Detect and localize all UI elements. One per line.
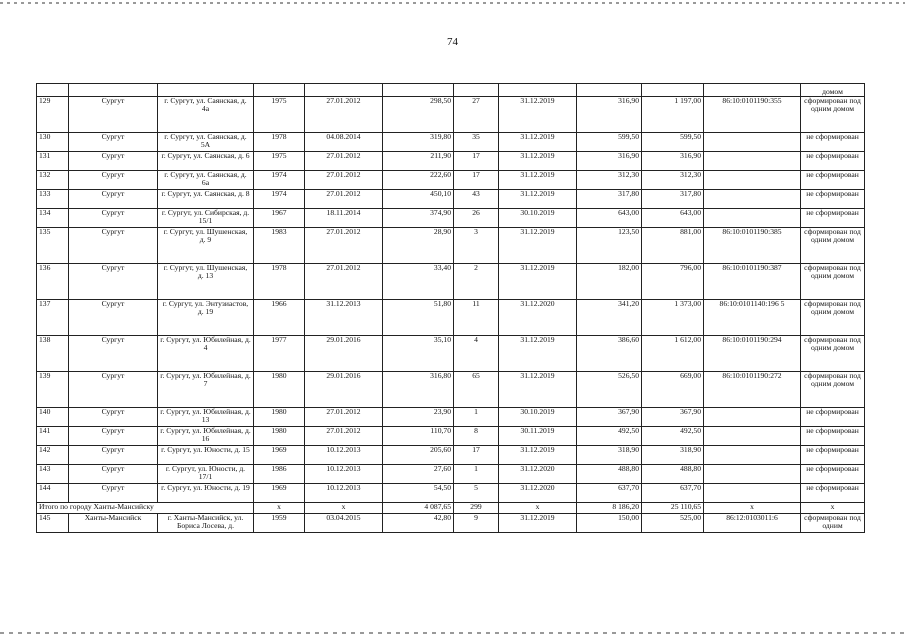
city-cell: Сургут bbox=[69, 152, 158, 171]
address-cell: г. Сургут, ул. Юности, д. 19 bbox=[158, 484, 254, 503]
date-cell: 29.01.2016 bbox=[305, 372, 383, 408]
value-cell: 150,00 bbox=[577, 514, 642, 533]
value-cell: 1 197,00 bbox=[642, 97, 704, 133]
value-cell: 637,70 bbox=[577, 484, 642, 503]
address-cell: г. Сургут, ул. Энтузиастов, д. 19 bbox=[158, 300, 254, 336]
year-cell: 1966 bbox=[254, 300, 305, 336]
value-cell: 316,90 bbox=[577, 97, 642, 133]
date-cell: 27.01.2012 bbox=[305, 408, 383, 427]
city-cell: Сургут bbox=[69, 97, 158, 133]
deadline-cell: 31.12.2019 bbox=[499, 228, 577, 264]
value-cell: 312,30 bbox=[642, 171, 704, 190]
value-cell: 1 373,00 bbox=[642, 300, 704, 336]
table-row bbox=[37, 484, 865, 503]
value-cell: 318,90 bbox=[577, 446, 642, 465]
cadastral-number-cell bbox=[704, 427, 801, 446]
date-cell: 27.01.2012 bbox=[305, 152, 383, 171]
cadastral-number-cell bbox=[704, 209, 801, 228]
year-cell: 1975 bbox=[254, 97, 305, 133]
row-number-cell: 143 bbox=[37, 465, 69, 484]
row-number-cell: 132 bbox=[37, 171, 69, 190]
value-cell: 182,00 bbox=[577, 264, 642, 300]
deadline-cell: 31.12.2019 bbox=[499, 171, 577, 190]
deadline-cell: 31.12.2019 bbox=[499, 133, 577, 152]
status-cell: не сформирован bbox=[801, 465, 865, 484]
year-cell: 1974 bbox=[254, 171, 305, 190]
total-row bbox=[37, 503, 865, 514]
date-cell: 27.01.2012 bbox=[305, 97, 383, 133]
total-cell: x bbox=[801, 503, 865, 514]
value-cell: 881,00 bbox=[642, 228, 704, 264]
count-cell: 26 bbox=[454, 209, 499, 228]
status-cell: не сформирован bbox=[801, 133, 865, 152]
value-cell: 318,90 bbox=[642, 446, 704, 465]
cadastral-number-cell: 86:10:0101190:272 bbox=[704, 372, 801, 408]
total-cell: 299 bbox=[454, 503, 499, 514]
status-cell: сформирован под одним домом bbox=[801, 228, 865, 264]
deadline-cell: 30.11.2019 bbox=[499, 427, 577, 446]
date-cell: 31.12.2013 bbox=[305, 300, 383, 336]
row-number-cell: 131 bbox=[37, 152, 69, 171]
count-cell: 43 bbox=[454, 190, 499, 209]
status-cell: сформирован под одним домом bbox=[801, 372, 865, 408]
date-cell: 27.01.2012 bbox=[305, 228, 383, 264]
table-row bbox=[37, 372, 865, 408]
row-number-cell: 140 bbox=[37, 408, 69, 427]
address-cell: г. Сургут, ул. Сибирская, д. 15/1 bbox=[158, 209, 254, 228]
area-cell: 54,50 bbox=[383, 484, 454, 503]
deadline-cell: 31.12.2019 bbox=[499, 264, 577, 300]
cadastral-number-cell bbox=[704, 171, 801, 190]
total-cell: 4 087,65 bbox=[383, 503, 454, 514]
area-cell: 319,80 bbox=[383, 133, 454, 152]
area-cell: 374,90 bbox=[383, 209, 454, 228]
value-cell: 312,30 bbox=[577, 171, 642, 190]
table-row bbox=[37, 152, 865, 171]
city-cell: Сургут bbox=[69, 484, 158, 503]
year-cell: 1974 bbox=[254, 190, 305, 209]
row-number-cell: 136 bbox=[37, 264, 69, 300]
table-row bbox=[37, 190, 865, 209]
status-cell: не сформирован bbox=[801, 209, 865, 228]
area-cell: 27,60 bbox=[383, 465, 454, 484]
value-cell: 488,80 bbox=[642, 465, 704, 484]
deadline-cell: 31.12.2019 bbox=[499, 190, 577, 209]
page-number: 74 bbox=[447, 36, 458, 48]
count-cell: 65 bbox=[454, 372, 499, 408]
city-cell: Сургут bbox=[69, 465, 158, 484]
deadline-cell: 31.12.2019 bbox=[499, 97, 577, 133]
year-cell: 1978 bbox=[254, 264, 305, 300]
cadastral-number-cell bbox=[704, 190, 801, 209]
address-cell: г. Сургут, ул. Юбилейная, д. 16 bbox=[158, 427, 254, 446]
status-cell: не сформирован bbox=[801, 171, 865, 190]
city-cell: Сургут bbox=[69, 300, 158, 336]
row-number-cell: 135 bbox=[37, 228, 69, 264]
address-cell: г. Сургут, ул. Юности, д. 17/1 bbox=[158, 465, 254, 484]
table-row bbox=[37, 228, 865, 264]
table-row bbox=[37, 446, 865, 465]
table-row bbox=[37, 427, 865, 446]
year-cell: 1977 bbox=[254, 336, 305, 372]
city-cell: Сургут bbox=[69, 209, 158, 228]
address-cell: г. Сургут, ул. Саянская, д. 4а bbox=[158, 97, 254, 133]
status-cell: сформирован под одним bbox=[801, 514, 865, 533]
value-cell: 317,80 bbox=[577, 190, 642, 209]
cadastral-number-cell: 86:10:0101190:294 bbox=[704, 336, 801, 372]
value-cell: 669,00 bbox=[642, 372, 704, 408]
table-row bbox=[37, 133, 865, 152]
value-cell: 316,90 bbox=[642, 152, 704, 171]
status-cell: сформирован под одним домом bbox=[801, 336, 865, 372]
cadastral-number-cell: 86:10:0101140:196 5 bbox=[704, 300, 801, 336]
area-cell: 42,80 bbox=[383, 514, 454, 533]
area-cell: 450,10 bbox=[383, 190, 454, 209]
date-cell: 27.01.2012 bbox=[305, 264, 383, 300]
area-cell: 110,70 bbox=[383, 427, 454, 446]
row-number-cell: 138 bbox=[37, 336, 69, 372]
address-cell: г. Сургут, ул. Саянская, д. 6а bbox=[158, 171, 254, 190]
date-cell: 04.08.2014 bbox=[305, 133, 383, 152]
year-cell: 1980 bbox=[254, 408, 305, 427]
area-cell: 33,40 bbox=[383, 264, 454, 300]
address-cell: г. Сургут, ул. Юбилейная, д. 4 bbox=[158, 336, 254, 372]
address-cell: г. Ханты-Мансийск, ул. Бориса Лосева, д. bbox=[158, 514, 254, 533]
cadastral-number-cell bbox=[704, 484, 801, 503]
status-cell: не сформирован bbox=[801, 152, 865, 171]
cadastral-number-cell bbox=[704, 408, 801, 427]
area-cell: 28,90 bbox=[383, 228, 454, 264]
total-cell: x bbox=[704, 503, 801, 514]
cadastral-number-cell bbox=[704, 133, 801, 152]
value-cell: 492,50 bbox=[642, 427, 704, 446]
row-number-cell: 139 bbox=[37, 372, 69, 408]
status-cell: не сформирован bbox=[801, 484, 865, 503]
table-row bbox=[37, 171, 865, 190]
year-cell: 1967 bbox=[254, 209, 305, 228]
value-cell: 637,70 bbox=[642, 484, 704, 503]
table-row bbox=[37, 264, 865, 300]
deadline-cell: 30.10.2019 bbox=[499, 209, 577, 228]
address-cell: г. Сургут, ул. Юности, д. 15 bbox=[158, 446, 254, 465]
area-cell: 298,50 bbox=[383, 97, 454, 133]
table-row bbox=[37, 408, 865, 427]
total-cell: x bbox=[499, 503, 577, 514]
table-row bbox=[37, 514, 865, 533]
scan-edge-top bbox=[0, 2, 905, 4]
date-cell: 27.01.2012 bbox=[305, 190, 383, 209]
year-cell: 1959 bbox=[254, 514, 305, 533]
value-cell: 599,50 bbox=[642, 133, 704, 152]
city-cell: Сургут bbox=[69, 446, 158, 465]
count-cell: 17 bbox=[454, 171, 499, 190]
date-cell: 27.01.2012 bbox=[305, 171, 383, 190]
city-cell: Сургут bbox=[69, 171, 158, 190]
city-cell: Сургут bbox=[69, 133, 158, 152]
deadline-cell: 31.12.2020 bbox=[499, 484, 577, 503]
row-number-cell: 144 bbox=[37, 484, 69, 503]
table-row bbox=[37, 465, 865, 484]
address-cell: г. Сургут, ул. Юбилейная, д. 13 bbox=[158, 408, 254, 427]
count-cell: 8 bbox=[454, 427, 499, 446]
value-cell: 796,00 bbox=[642, 264, 704, 300]
year-cell: 1980 bbox=[254, 427, 305, 446]
value-cell: 123,50 bbox=[577, 228, 642, 264]
date-cell: 10.12.2013 bbox=[305, 465, 383, 484]
value-cell: 316,90 bbox=[577, 152, 642, 171]
row-number-cell: 129 bbox=[37, 97, 69, 133]
deadline-cell: 31.12.2019 bbox=[499, 446, 577, 465]
address-cell: г. Сургут, ул. Саянская, д. 6 bbox=[158, 152, 254, 171]
row-number-cell: 141 bbox=[37, 427, 69, 446]
year-cell: 1980 bbox=[254, 372, 305, 408]
city-cell: Сургут bbox=[69, 264, 158, 300]
city-cell: Сургут bbox=[69, 228, 158, 264]
status-cell: домом bbox=[801, 84, 865, 97]
date-cell: 10.12.2013 bbox=[305, 484, 383, 503]
address-cell: г. Сургут, ул. Шушенская, д. 13 bbox=[158, 264, 254, 300]
value-cell: 526,50 bbox=[577, 372, 642, 408]
count-cell: 2 bbox=[454, 264, 499, 300]
cadastral-number-cell bbox=[704, 446, 801, 465]
area-cell: 23,90 bbox=[383, 408, 454, 427]
cadastral-number-cell bbox=[704, 152, 801, 171]
value-cell: 599,50 bbox=[577, 133, 642, 152]
city-cell: Сургут bbox=[69, 336, 158, 372]
scan-edge-bottom bbox=[0, 632, 905, 634]
area-cell: 51,80 bbox=[383, 300, 454, 336]
count-cell: 4 bbox=[454, 336, 499, 372]
status-cell: сформирован под одним домом bbox=[801, 264, 865, 300]
table-row bbox=[37, 209, 865, 228]
row-number-cell: 142 bbox=[37, 446, 69, 465]
count-cell: 1 bbox=[454, 408, 499, 427]
address-cell: г. Сургут, ул. Саянская, д. 8 bbox=[158, 190, 254, 209]
status-cell: сформирован под одним домом bbox=[801, 97, 865, 133]
value-cell: 386,60 bbox=[577, 336, 642, 372]
cadastral-number-cell: 86:10:0101190:355 bbox=[704, 97, 801, 133]
year-cell: 1969 bbox=[254, 446, 305, 465]
count-cell: 35 bbox=[454, 133, 499, 152]
total-cell: 25 110,65 bbox=[642, 503, 704, 514]
city-cell: Сургут bbox=[69, 408, 158, 427]
total-cell: x bbox=[254, 503, 305, 514]
cadastral-number-cell: 86:10:0101190:385 bbox=[704, 228, 801, 264]
area-cell: 222,60 bbox=[383, 171, 454, 190]
housing-register-table bbox=[36, 83, 865, 533]
row-number-cell: 145 bbox=[37, 514, 69, 533]
value-cell: 367,90 bbox=[577, 408, 642, 427]
total-cell: 8 186,20 bbox=[577, 503, 642, 514]
city-cell: Ханты-Мансийск bbox=[69, 514, 158, 533]
count-cell: 17 bbox=[454, 446, 499, 465]
status-cell: сформирован под одним домом bbox=[801, 300, 865, 336]
area-cell: 35,10 bbox=[383, 336, 454, 372]
value-cell: 317,80 bbox=[642, 190, 704, 209]
count-cell: 9 bbox=[454, 514, 499, 533]
table-row bbox=[37, 336, 865, 372]
status-cell: не сформирован bbox=[801, 446, 865, 465]
deadline-cell: 31.12.2020 bbox=[499, 465, 577, 484]
cadastral-number-cell: 86:10:0101190:387 bbox=[704, 264, 801, 300]
row-number-cell: 130 bbox=[37, 133, 69, 152]
count-cell: 3 bbox=[454, 228, 499, 264]
deadline-cell: 31.12.2019 bbox=[499, 336, 577, 372]
deadline-cell: 31.12.2020 bbox=[499, 300, 577, 336]
status-cell: не сформирован bbox=[801, 427, 865, 446]
count-cell: 27 bbox=[454, 97, 499, 133]
table-row bbox=[37, 300, 865, 336]
cadastral-number-cell: 86:12:0103011:6 bbox=[704, 514, 801, 533]
address-cell: г. Сургут, ул. Шушенская, д. 9 bbox=[158, 228, 254, 264]
address-cell: г. Сургут, ул. Саянская, д. 5А bbox=[158, 133, 254, 152]
date-cell: 03.04.2015 bbox=[305, 514, 383, 533]
row-number-cell: 137 bbox=[37, 300, 69, 336]
area-cell: 205,60 bbox=[383, 446, 454, 465]
area-cell: 316,80 bbox=[383, 372, 454, 408]
value-cell: 367,90 bbox=[642, 408, 704, 427]
value-cell: 492,50 bbox=[577, 427, 642, 446]
total-label: Итого по городу Ханты-Мансийску bbox=[37, 503, 254, 514]
value-cell: 341,20 bbox=[577, 300, 642, 336]
deadline-cell: 31.12.2019 bbox=[499, 152, 577, 171]
address-cell: г. Сургут, ул. Юбилейная, д. 7 bbox=[158, 372, 254, 408]
table-row bbox=[37, 97, 865, 133]
status-cell: не сформирован bbox=[801, 408, 865, 427]
date-cell: 10.12.2013 bbox=[305, 446, 383, 465]
table-row-continued bbox=[37, 84, 865, 97]
value-cell: 488,80 bbox=[577, 465, 642, 484]
deadline-cell: 31.12.2019 bbox=[499, 514, 577, 533]
year-cell: 1983 bbox=[254, 228, 305, 264]
date-cell: 29.01.2016 bbox=[305, 336, 383, 372]
count-cell: 1 bbox=[454, 465, 499, 484]
city-cell: Сургут bbox=[69, 427, 158, 446]
value-cell: 1 612,00 bbox=[642, 336, 704, 372]
deadline-cell: 30.10.2019 bbox=[499, 408, 577, 427]
status-cell: не сформирован bbox=[801, 190, 865, 209]
count-cell: 5 bbox=[454, 484, 499, 503]
total-cell: x bbox=[305, 503, 383, 514]
city-cell: Сургут bbox=[69, 190, 158, 209]
count-cell: 17 bbox=[454, 152, 499, 171]
year-cell: 1986 bbox=[254, 465, 305, 484]
value-cell: 643,00 bbox=[577, 209, 642, 228]
year-cell: 1978 bbox=[254, 133, 305, 152]
deadline-cell: 31.12.2019 bbox=[499, 372, 577, 408]
value-cell: 525,00 bbox=[642, 514, 704, 533]
area-cell: 211,90 bbox=[383, 152, 454, 171]
row-number-cell: 134 bbox=[37, 209, 69, 228]
date-cell: 18.11.2014 bbox=[305, 209, 383, 228]
city-cell: Сургут bbox=[69, 372, 158, 408]
count-cell: 11 bbox=[454, 300, 499, 336]
row-number-cell: 133 bbox=[37, 190, 69, 209]
value-cell: 643,00 bbox=[642, 209, 704, 228]
year-cell: 1969 bbox=[254, 484, 305, 503]
cadastral-number-cell bbox=[704, 465, 801, 484]
year-cell: 1975 bbox=[254, 152, 305, 171]
date-cell: 27.01.2012 bbox=[305, 427, 383, 446]
